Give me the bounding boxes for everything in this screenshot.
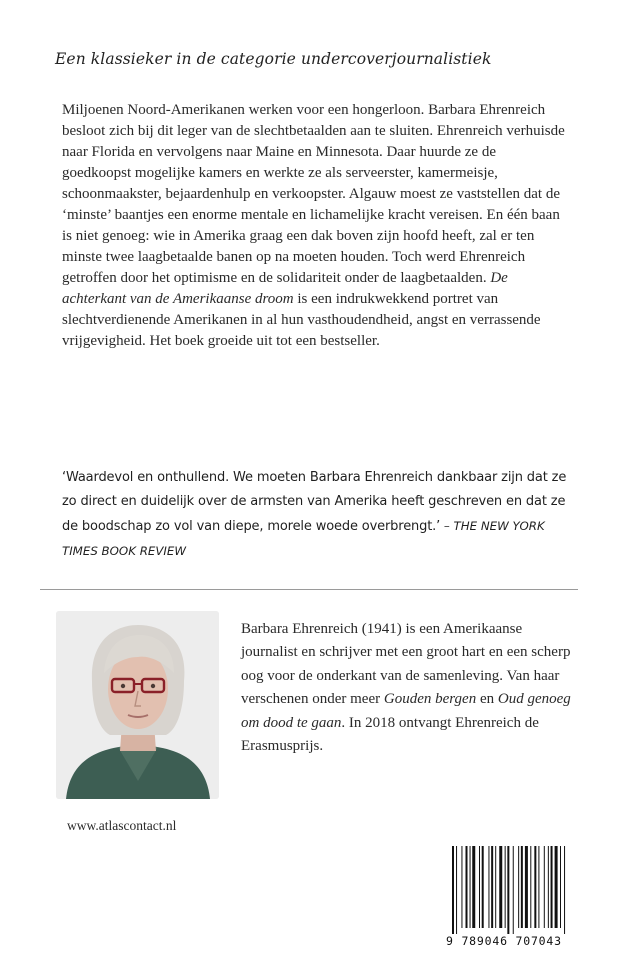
barcode-bar	[555, 846, 558, 928]
barcode-bar	[479, 846, 480, 928]
barcode-bar	[482, 846, 484, 928]
bio-text-3: . In 2018 ontvangt Ehrenreich de Erasmusprijs.	[241, 714, 539, 755]
press-review	[62, 466, 582, 564]
barcode-bars	[440, 846, 600, 934]
barcode-bar	[495, 846, 496, 928]
barcode-bar	[466, 846, 468, 928]
isbn-barcode	[440, 846, 600, 954]
review-source: – THE NEW YORK TIMES BOOK REVIEW	[62, 519, 545, 558]
barcode-bar	[488, 846, 489, 928]
isbn-number: 9 789046 707043	[446, 934, 562, 948]
barcode-bar	[551, 846, 553, 928]
bio-book-2: Oud genoeg om dood te gaan	[241, 691, 571, 731]
author-portrait-image	[56, 611, 219, 799]
barcode-bar	[456, 846, 457, 934]
barcode-bar	[534, 846, 536, 928]
review-quote: ‘Waardevol en onthullend. We moeten Barbara Ehrenreich dankbaar zijn dat ze zo direct en duidelijk over de armsten van Amerika heeft geschreven en dat ze de boodschap zo vol van diepe, morele woede overbrengt.’	[62, 470, 567, 534]
author-photo	[56, 611, 219, 799]
blurb-text-2: is een indrukwekkend portret van slechtverdienende Amerikanen in al hun vasthoudendheid, angst en verrassende vrijgevigheid. Het boek groeide uit tot een bestseller.	[62, 291, 541, 349]
barcode-bar	[538, 846, 539, 928]
section-divider	[40, 589, 578, 590]
barcode-bar	[518, 846, 519, 928]
barcode-bar	[507, 846, 509, 934]
publisher-website[interactable]: www.atlascontact.nl	[67, 818, 177, 833]
tagline: Een klassieker in de categorie undercoverjournalistiek	[55, 50, 492, 68]
bio-text-2: en	[476, 691, 498, 708]
blurb-book-title: De achterkant van de Amerikaanse droom	[62, 270, 508, 307]
barcode-bar	[491, 846, 493, 928]
barcode-bar	[513, 846, 514, 934]
barcode-bar	[499, 846, 502, 928]
bio-book-1: Gouden bergen	[383, 691, 477, 708]
barcode-bar	[560, 846, 561, 928]
barcode-bar	[521, 846, 523, 928]
barcode-bar	[461, 846, 462, 928]
barcode-bar	[530, 846, 531, 928]
barcode-bar	[525, 846, 528, 928]
author-bio	[241, 618, 571, 758]
barcode-bar	[505, 846, 506, 928]
barcode-bar	[472, 846, 475, 928]
book-blurb	[62, 100, 568, 352]
bio-text-1: Barbara Ehrenreich (1941) is een Amerikaanse journalist en schrijver met een groot hart en een scherp oog voor de onderkant van de samenleving. Van haar verschenen onder meer	[241, 621, 571, 708]
barcode-bar	[564, 846, 565, 934]
barcode-bar	[470, 846, 471, 928]
blurb-text-1: Miljoenen Noord-Amerikanen werken voor een hongerloon. Barbara Ehrenreich besloot zich bij dit leger van de slechtbetaalden aan te sluiten. Ehrenreich verhuisde naar Florida en vervolgens naar Maine en Minnesota. Daar huurde ze de goedkoopst mogelijke kamers en werkte ze als serveerster, kamermeisje, schoonmaakster, bejaardenhulp en verkoopster. Algauw moest ze vaststellen dat de ‘minste’ baantjes een enorme mentale en lichamelijke kracht vereisen. En één baan is niet genoeg: wie in Amerika graag een dak boven zijn hoofd heeft, zal er ten minste twee laagbetaalde banen op na moeten houden. Toch werd Ehrenreich getroffen door het optimisme en de solidariteit onder de laagbetaalden.	[62, 102, 565, 286]
barcode-bar	[544, 846, 545, 928]
barcode-bar	[452, 846, 454, 934]
barcode-bar	[548, 846, 549, 928]
